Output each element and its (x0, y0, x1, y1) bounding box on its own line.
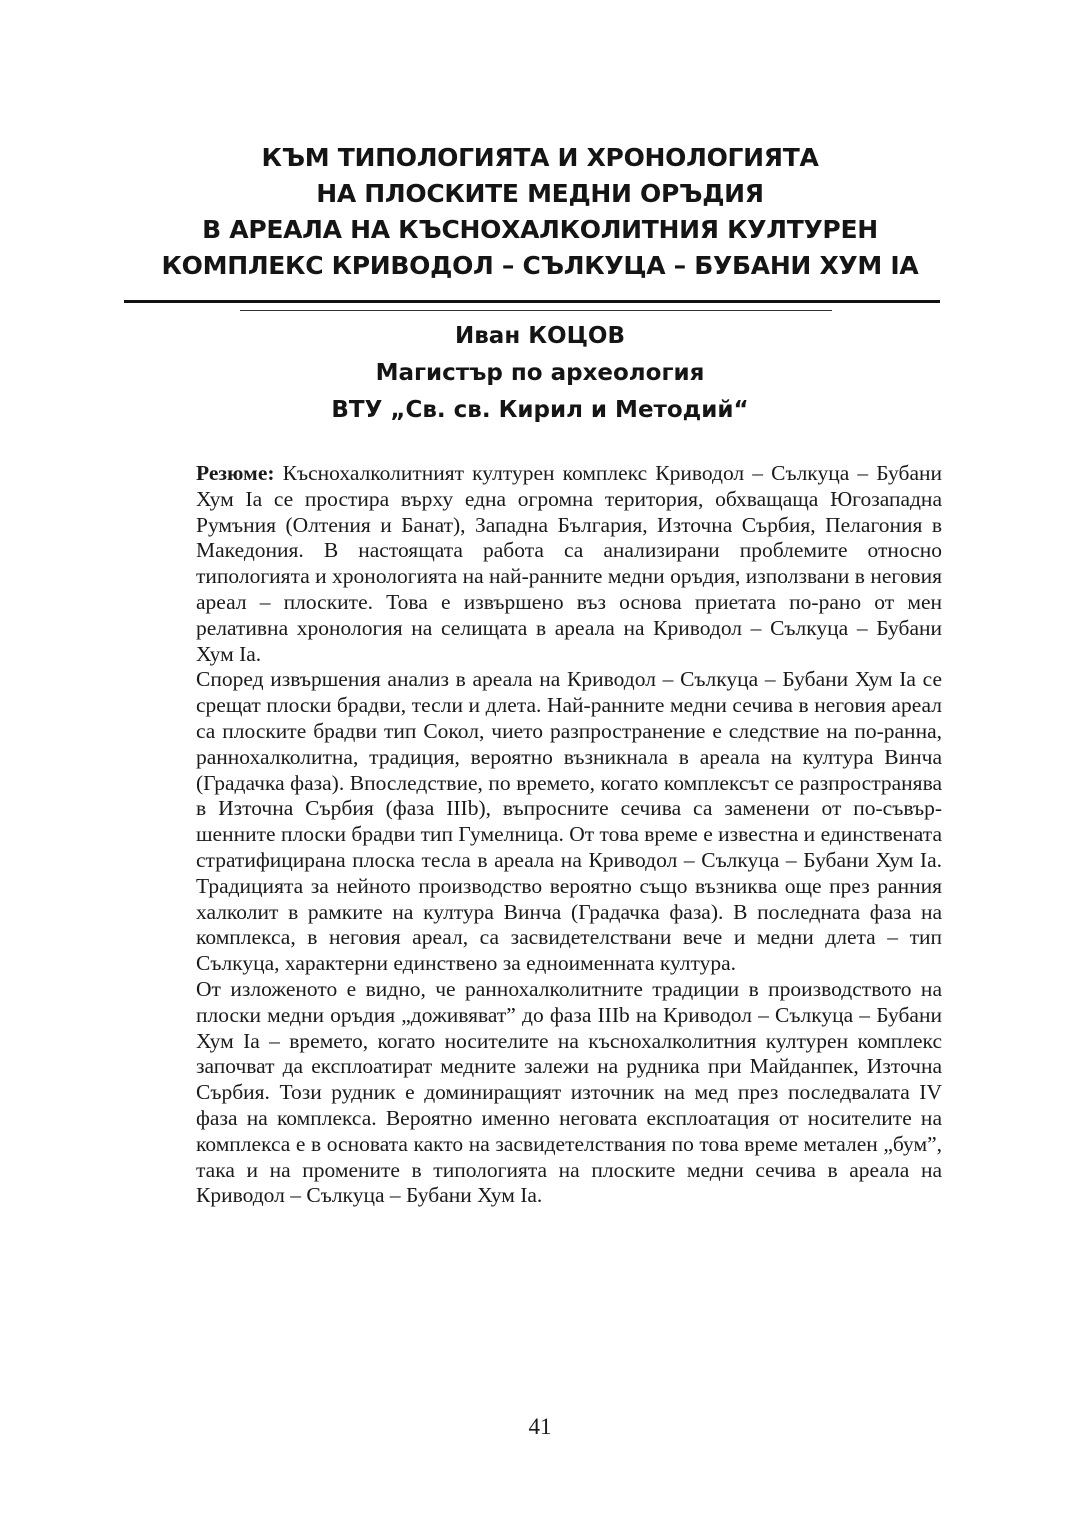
abstract-paragraph: Според извършения анализ в ареала на Криводол – Сълкуца – Бубани Хум Ia се срещат плоски брадви, тесли и длета. Най-ранните медни сечива в неговия ареал са плоските брадви тип Сокол, чието разпространение е следствие на по-ранна, раннохалколитна, традиция, вероятно възникнала в ареала на култура Винча (Градачка фаза). Впоследствие, по времето, когато комплексът се разпространява в Източна Сърбия (фаза IIIb), въпросните сечива са заменени от по-съвършенните плоски брадви тип Гумелница. От това време е известна и единствената стратифицирана плоска тесла в ареала на Криводол – Сълкуца – Бубани Хум Ia. Традицията за нейното производство вероятно също възниква още през ранния халколит в рамките на култура Винча (Градачка фаза). В последната фаза на комплекса, в неговия ареал, са засвидетелствани вече и медни длета – тип Сълкуца, характерни единствено за едноименната култура. (196, 667, 942, 976)
page-number: 41 (528, 1414, 552, 1439)
title-line: НА ПЛОСКИТЕ МЕДНИ ОРЪДИЯ (316, 179, 764, 208)
author-name: Иван КОЦОВ (455, 323, 625, 349)
abstract-paragraph: От изложеното е видно, че раннохалколитните традиции в производството на плоски медни оръдия „доживяват” до фаза IIIb на Криводол – Сълкуца – Бубани Хум Ia – времето, когато носителите на къснохалколитния културен комплекс започват да експлоатират медните залежи на рудника при Майданпек, Източна Сърбия. Този рудник е доминиращият източник на мед през последвалата IV фаза на комплекса. Вероятно именно неговата експлоатация от носителите на комплекса е в основата както на засвидетелствания по това време метален „бум”, така и на промените в типологията на плоските медни сечива в ареала на Криводол – Сълкуца – Бубани Хум Ia. (196, 976, 942, 1208)
abstract (196, 461, 942, 1209)
title-line: В АРЕАЛА НА КЪСНОХАЛКОЛИТНИЯ КУЛТУРЕН (202, 215, 878, 244)
abstract-paragraph (196, 461, 942, 667)
article-title (100, 140, 980, 284)
author-degree: Магистър по археология (375, 360, 705, 386)
title-line: КОМПЛЕКС КРИВОДОЛ – СЪЛКУЦА – БУБАНИ ХУМ IA (161, 251, 919, 280)
title-line: КЪМ ТИПОЛОГИЯТА И ХРОНОЛОГИЯТА (261, 143, 819, 172)
abstract-text: Къснохалколитният културен комплекс Криводол – Сълкуца – Бубани Хум Ia се простира върху една огромна територия, обхващаща Югозападна Румъния (Олтения и Банат), Западна България, Източна Сърбия, Пелагония в Македония. В настоящата работа са анализирани проблемите относно типологията и хронологията на най-ранните медни оръдия, използвани в неговия ареал – плоските. Това е извършено въз основа приетата по-рано от мен релативна хронология на селищата в ареала на Криводол – Сълкуца – Бубани Хум Ia. (196, 461, 943, 666)
abstract-label: Резюме: (196, 461, 275, 485)
author-affiliation: ВТУ „Св. св. Кирил и Методий“ (331, 397, 749, 423)
title-divider-thick (124, 300, 940, 303)
author-block (140, 318, 940, 429)
title-divider-thin (240, 310, 832, 311)
